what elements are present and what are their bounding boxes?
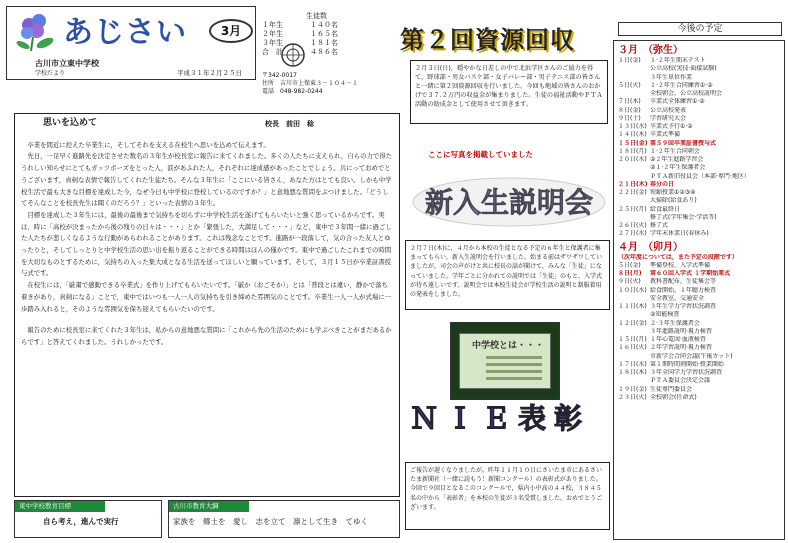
event-text: 公立高校(実技·面接試験) (650, 65, 717, 73)
event-text: ３年生単位作業 (650, 73, 693, 81)
event-date: ５日(火) (618, 81, 641, 89)
event-text: ②１·２年生保護者会 (650, 164, 706, 172)
event-date: ２０日(水) (618, 156, 647, 163)
event-text: 全校朝会，公立高校説明会 (650, 90, 723, 97)
school-emblem-icon (280, 42, 306, 68)
event-date: １４日(木) (618, 131, 647, 139)
student-count-row: ２年生 １６５名 (262, 30, 338, 38)
event-text: 大掃除(給食あり) (650, 197, 697, 205)
event-text: ②２年生進路学習会 (650, 156, 704, 163)
event-text: １·２年生合同朝会 (650, 147, 700, 155)
briefing-article: ２月７日(木)に，４月から本校の生徒となる予定の６年生と保護者に集まってもらい，新入生説明会を行いました。始まる前はザワザワしていましたが，司会の声がけと共に校長の話が聞けて，みんな「生徒」になっていました。学年ごとに分かれての説明では「生徒」のもと，入学式が待ち遠しいです。説明会では本校生徒会が学校生活の説明と制服着用の発表をしました。 (405, 240, 610, 310)
schedule-event (618, 353, 780, 361)
nie-award-title: ＮＩＥ表彰 (410, 402, 591, 435)
schedule-event (618, 57, 780, 65)
event-text: 春分の日 (650, 180, 675, 188)
event-date: １５日(金) (618, 139, 648, 147)
event-date: １８日(木) (618, 369, 647, 376)
school-motto-label: 東中学校教育目標 (15, 501, 105, 512)
event-date: ７日(木) (618, 98, 641, 106)
schedule-event (618, 278, 780, 286)
schedule-event (618, 189, 780, 197)
schedule-event (618, 140, 780, 148)
briefing-title-text: 新入生説明会 (424, 186, 594, 219)
schedule-event (618, 336, 780, 344)
event-text: ＰＴＡ新旧役員会（本部·専門·地区） (650, 172, 750, 180)
student-count-heading: 生徒数 (306, 12, 327, 20)
schedule-event (618, 148, 780, 156)
schedule-event (618, 214, 780, 222)
event-text: 第５９回卒業証書授与式 (650, 139, 717, 147)
event-text: 公立高校発表 (650, 106, 687, 114)
event-text: 給食最終日 (650, 205, 681, 213)
zip-code: 〒342-0017 (262, 72, 297, 79)
event-text: 学習研究大会 (650, 114, 687, 122)
schedule-event (618, 344, 780, 352)
schedule-event (618, 377, 780, 385)
schedule-event (618, 115, 780, 123)
schedule-event (618, 303, 780, 311)
schedule-event (618, 361, 780, 369)
schedule-event (618, 156, 780, 164)
event-text: ３年進路説明·視力検査 (650, 327, 712, 335)
schedule-event (618, 369, 780, 377)
city-motto-label: 古川市教育大綱 (169, 501, 249, 512)
event-date: ９日(土) (618, 114, 641, 122)
event-date: １５日(月) (618, 336, 647, 343)
schedule-event (618, 311, 780, 319)
event-date: ２２日(金) (618, 189, 647, 196)
schedule-event (618, 394, 780, 402)
schedule-event (618, 90, 780, 98)
event-text: 教科書配布，生徒集会等 (650, 278, 717, 286)
newsletter-subtitle: 学校だより (35, 70, 66, 77)
schedule-event (618, 74, 780, 82)
schedule-event (618, 173, 780, 181)
article-title: 思いを込めて (43, 118, 98, 128)
event-date: １７日(水) (618, 360, 647, 368)
event-date: １６日(火) (618, 344, 647, 352)
event-text: ３年生学力学習状況調査 (650, 303, 717, 310)
schedule-event (618, 98, 780, 106)
event-text: 給食開始，１年聴力検査 (650, 286, 717, 294)
event-text: 安全教室，交通安全 (650, 294, 705, 302)
schedule-list (613, 40, 785, 540)
event-text: 短縮授業①②③④ (650, 189, 696, 196)
schedule-event (618, 82, 780, 90)
schedule-event (618, 222, 780, 230)
article-paragraph: 卒業を間近に控えた卒業生に，そしてそれを支える在校生へ思いを込めて伝えます。 (27, 140, 270, 149)
event-text: 第６０回入学式 １学期始業式 (650, 270, 731, 277)
event-date: １０日(水) (618, 286, 647, 294)
event-date: ２３日(火) (618, 393, 647, 401)
student-count-row: １年生 １４０名 (262, 21, 338, 29)
event-date: １８日(月) (618, 147, 647, 155)
event-text: 第１期時間割開始·授業開始 (650, 360, 724, 368)
student-count-row: ３年生 １８１名 (262, 39, 338, 47)
event-date: １１日(木) (618, 303, 647, 310)
event-date: １日(金) (618, 57, 641, 64)
school-motto-text: 自ら考え，進んで実行 (43, 516, 119, 526)
event-date: １３日(水) (618, 123, 647, 130)
school-motto-box (14, 500, 162, 538)
schedule-event (618, 65, 780, 73)
schedule-event (618, 270, 780, 278)
event-date: ２７日(水) (618, 230, 647, 238)
event-date: ２６日(火) (618, 222, 647, 229)
event-text: １·２年生期末テスト (650, 57, 706, 64)
event-text: ２年学習説明·視力検査 (650, 344, 712, 352)
april-events (618, 262, 780, 402)
event-date: ２５日(月) (618, 205, 647, 213)
event-text: 卒業式予行①·② (650, 123, 693, 130)
photo-placeholder-caption: ここに写真を掲載していました (428, 150, 533, 159)
article-paragraph: 先日，一足早く進路先を決定させた数名の３年生が校長室に報告に来てくれました。多くの人たちに支えられ，自らの力で得たうれしい知らせにとてもガッツポーズをとった人，涙があふれた人，それぞれに達成感があったことでしょう。共にっておめでとうございます，真剣な表情で報告してくれた生徒たち。そんな３年生に「ここにいる皆さん，あなた方はとても良い。しかも中学校生活で最も大きな目標を達成した今，なぜ今日も中学校に登校しているのですか？」と意地悪な質問をぶつけました。「どうしてそんなことを校長先生は聞くのだろう？」といった表情の３年生。 (21, 152, 393, 208)
newsletter-title: あじさい (63, 15, 187, 50)
schedule-event (618, 164, 780, 172)
recycling-article: ２月３日(日)，穏やかな日差しの中で北浜学区さんのご協力を得て，野球部・男女バスケ部・女子バレー部・男子テニス部の皆さんと一緒に第２回資源回収を行いました。今回も地域の皆さんのおかげで３７.２万円の収益金が集まりました。生徒の福祉活動やＰＴＡ活動の助成金として使用させて頂きます。 (410, 60, 608, 124)
event-date: ８日(金) (618, 106, 641, 114)
schedule-event (618, 230, 780, 238)
principal-article (14, 113, 400, 497)
schedule-event (618, 386, 780, 394)
event-text: 学年末休業日(春休み) (650, 230, 709, 238)
event-text: ＰＴＡ委員会決定会議 (650, 377, 711, 385)
schedule-event (618, 107, 780, 115)
event-date: ２１日(木) (618, 180, 648, 188)
phone-line: 電話 048-982-0244 (262, 88, 323, 95)
briefing-photo (450, 322, 560, 400)
april-note: （次年度については，また予定の段階です） (618, 253, 738, 261)
event-date: １２日(金) (618, 319, 647, 327)
march-events (618, 57, 780, 239)
schedule-month-march: ３月 （弥生） (618, 45, 683, 56)
event-text: 準備登校，入学式準備 (650, 261, 711, 269)
article-paragraph: 在校生には，「厳粛で感動できる卒業式」を作り上げてもらいたいです。「厳か（おごそか）」とは「普段とは違い，静かで落ち着きがあり，真剣になる」ことで，東中ではいつも一人一人の気持ちを引き締めた雰囲気のことです。卒業生一人一人が式場に一歩踏み入れると，そのような雰囲気を保ち迎えてもらいたいのです。 (21, 281, 392, 313)
city-motto-text: 家族を 郷土を 愛し 志を立て 凛として生き てゆく (173, 516, 368, 526)
city-motto-box (168, 500, 400, 538)
event-text: １·２年生合同練習①·② (650, 81, 713, 89)
event-text: 生徒専門委員会 (650, 385, 693, 393)
article-paragraph: 目標を達成した３年生には，最後の最後まで気持ちを切らずに中学校生活を遂げてもらいたいと強く思っているからです。実は，時に「高校が決まったから後の残りの日々は・・・」とか「緊張した，大満足して・・・」など，東中で３年間一緒に過ごした人たちが悲しくなるような行動があらわれることがあります。これは残念なことです。進路が一段落して，気の合った友人とゆったりと，そしてしっとりと中学校生活の思い出を振り返ることができる時間はほんの僅かです。東中で過ごしたこれまでの時間を大切なものとするために，気持ちの入った集大成となる生活を送ってほしいと願っています。そして，３月１５日が卒業証書授与式です。 (21, 210, 392, 278)
event-text: 全校朝会(任命式) (650, 393, 697, 401)
schedule-event (618, 262, 780, 270)
article-author: 校長 前田 稔 (265, 120, 314, 128)
schedule-event (618, 181, 780, 189)
schedule-event (618, 287, 780, 295)
event-date: ５日(金) (618, 261, 641, 269)
student-count-row: 合 計 ４８６名 (262, 48, 338, 56)
event-text: ②知能検査 (650, 311, 680, 319)
slide-title: 中学校とは・・・ (472, 341, 545, 351)
school-address (262, 72, 392, 96)
nie-article: ご報告が遅くなりましたが，昨年１１月１０日にさいたま市にあるさいたま新聞社（一緒に読もう！新聞コンクール）の表彰式がありました。今回で９回目となるこのコンクールで，県内小中高の４４校，３８４５名の中から「表彰者」を本校の生徒が３名受賞しました。おめでとうございます。 (405, 462, 610, 530)
event-date: １９日(金) (618, 385, 647, 393)
event-text: 市新学会合同会議(午後カット) (650, 352, 733, 360)
address-line: 住所 吉川市上保東３－１０４－１ (262, 80, 359, 87)
schedule-heading: 今後の予定 (618, 22, 782, 36)
schedule-event (618, 328, 780, 336)
briefing-title-art (410, 170, 608, 230)
event-text: 修了式(学年集会·学活等) (650, 213, 717, 221)
schedule-event (618, 320, 780, 328)
schedule-event (618, 123, 780, 131)
schedule-event (618, 295, 780, 303)
event-text: 修了式 (650, 222, 669, 229)
event-text: １年心電図·血液検査 (650, 336, 706, 343)
schedule-event (618, 206, 780, 214)
schedule-event (618, 131, 780, 139)
event-text: ３年全国学力学習状況調査 (650, 369, 723, 376)
projected-slide (459, 333, 551, 389)
month-badge: 3月 (209, 19, 253, 43)
event-date: ９日(火) (618, 278, 641, 286)
event-text: 卒業式全体練習①·② (650, 98, 705, 106)
event-text: ２·３年生保護者会 (650, 319, 700, 327)
schedule-month-april: ４月 （卯月） (618, 241, 683, 253)
masthead (6, 6, 256, 80)
issue-date: 平成３１年２月２５日 (177, 69, 242, 77)
recycling-title: 第２回資源回収 (400, 25, 575, 54)
school-name: 古川市立東中学校 (35, 59, 99, 68)
article-paragraph: 報告のために校長室に来てくれた３年生は，私からの意地悪な質問に「これから先の生活のためにも学ぶべきことがまだあるからです」と答えてくれました。うれしかったです。 (21, 326, 392, 346)
event-date: ８日(月) (618, 270, 642, 277)
schedule-event (618, 197, 780, 205)
hydrangea-logo-icon (15, 11, 59, 53)
event-text: 卒業式準備 (650, 131, 681, 139)
